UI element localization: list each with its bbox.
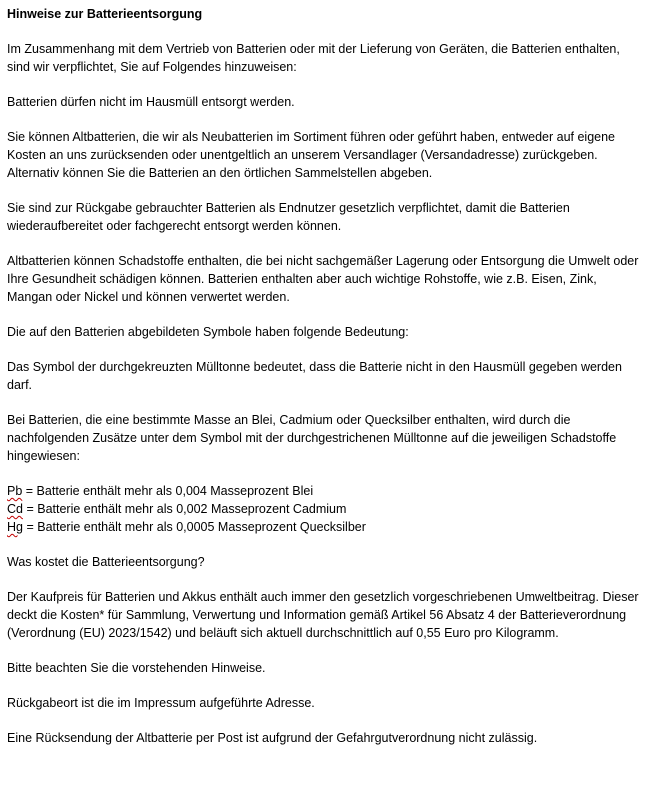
symbol-line-hg bbox=[7, 518, 645, 536]
paragraph-return-address: Rückgabeort ist die im Impressum aufgeführte Adresse. bbox=[7, 696, 315, 710]
paragraph-no-household-waste: Batterien dürfen nicht im Hausmüll entsorgt werden. bbox=[7, 95, 295, 109]
paragraph-pollutants-resources: Altbatterien können Schadstoffe enthalten, die bei nicht sachgemäßer Lagerung oder Entsorgung die Umwelt oder Ihre Gesundheit schädigen können. Batterien enthalten aber auch wichtige Rohstoffe, wie z.B. Eisen, Zink, Mangan oder Nickel und können verwertet werden. bbox=[7, 254, 639, 304]
chemical-symbol-cd: Cd bbox=[7, 502, 23, 516]
paragraph-legal-obligation: Sie sind zur Rückgabe gebrauchter Batterien als Endnutzer gesetzlich verpflichtet, damit die Batterien wiederaufbereitet oder fachgerecht entsorgt werden können. bbox=[7, 201, 570, 233]
chemical-symbol-list bbox=[7, 482, 645, 536]
paragraph-symbols-meaning: Die auf den Batterien abgebildeten Symbole haben folgende Bedeutung: bbox=[7, 325, 409, 339]
paragraph-please-note: Bitte beachten Sie die vorstehenden Hinweise. bbox=[7, 661, 266, 675]
paragraph-return-options: Sie können Altbatterien, die wir als Neubatterien im Sortiment führen oder geführt haben, entweder auf eigene Kosten an uns zurücksenden oder unentgeltlich an unserem Versandlager (Versandadresse) zurückgeben. Alternativ können Sie die Batterien an den örtlichen Sammelstellen abgeben. bbox=[7, 130, 616, 180]
paragraph-cost-question: Was kostet die Batterieentsorgung? bbox=[7, 555, 205, 569]
paragraph-no-postal-return: Eine Rücksendung der Altbatterie per Post ist aufgrund der Gefahrgutverordnung nicht zulässig. bbox=[7, 731, 538, 745]
paragraph-hazard-labels: Bei Batterien, die eine bestimmte Masse an Blei, Cadmium oder Quecksilber enthalten, wird durch die nachfolgenden Zusätze unter dem Symbol mit der durchgestrichenen Mülltonne auf die jeweiligen Schadstoffe hingewiesen: bbox=[7, 413, 617, 463]
document-title: Hinweise zur Batterieentsorgung bbox=[7, 7, 203, 21]
paragraph-intro: Im Zusammenhang mit dem Vertrieb von Batterien oder mit der Lieferung von Geräten, die Batterien enthalten, sind wir verpflichtet, Sie auf Folgendes hinzuweisen: bbox=[7, 42, 620, 74]
symbol-line-hg-text: = Batterie enthält mehr als 0,0005 Masseprozent Quecksilber bbox=[26, 520, 366, 534]
symbol-line-pb bbox=[7, 482, 645, 500]
chemical-symbol-hg: Hg bbox=[7, 520, 23, 534]
paragraph-cost-details: Der Kaufpreis für Batterien und Akkus enthält auch immer den gesetzlich vorgeschriebenen Umweltbeitrag. Dieser deckt die Kosten* für Sammlung, Verwertung und Information gemäß Artikel 56 Absatz 4 der Batterieverordnung (Verordnung (EU) 2023/1542) und beläuft sich aktuell durchschnittlich auf 0,55 Euro pro Kilogramm. bbox=[7, 590, 639, 640]
symbol-line-cd-text: = Batterie enthält mehr als 0,002 Masseprozent Cadmium bbox=[26, 502, 347, 516]
paragraph-crossed-bin-symbol: Das Symbol der durchgekreuzten Mülltonne bedeutet, dass die Batterie nicht in den Hausmüll gegeben werden darf. bbox=[7, 360, 622, 392]
symbol-line-pb-text: = Batterie enthält mehr als 0,004 Masseprozent Blei bbox=[25, 484, 314, 498]
symbol-line-cd bbox=[7, 500, 645, 518]
chemical-symbol-pb: Pb bbox=[7, 484, 23, 498]
